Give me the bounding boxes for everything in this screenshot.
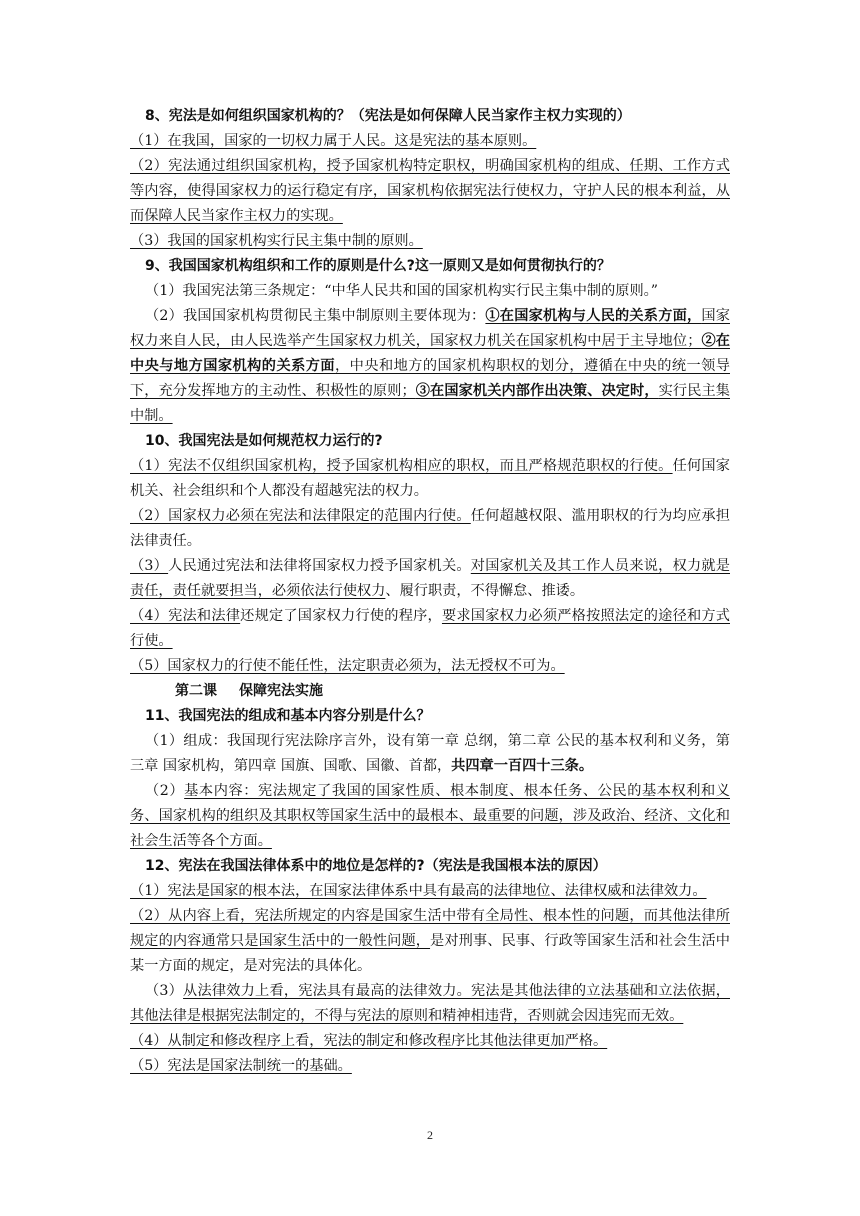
q10-point-4: （4）宪法和法律还规定了国家权力行使的程序，要求国家权力必须严格按照法定的途径和方式行使。 — [130, 608, 730, 649]
question-9-title: 9、我国国家机构组织和工作的原则是什么?这一原则又是如何贯彻执行的？ — [145, 258, 611, 274]
page-number: 2 — [427, 1128, 433, 1142]
q10-point-1: （1）宪法不仅组织国家机构，授予国家机构相应的职权，而且严格规范职权的行使。任何国家机关、社会组织和个人都没有超越宪法的权力。 — [130, 458, 730, 499]
lesson-heading: 第二课 保障宪法实施 — [175, 683, 323, 699]
q12-point-5: （5）宪法是国家法制统一的基础。 — [130, 1058, 352, 1074]
question-12-title: 12、宪法在我国法律体系中的地位是怎样的?（宪法是我国根本法的原因） — [145, 858, 607, 874]
q12-point-4: （4）从制定和修改程序上看，宪法的制定和修改程序比其他法律更加严格。 — [130, 1033, 608, 1049]
q9-point-1: （1）我国宪法第三条规定：“中华人民共和国的国家机构实行民主集中制的原则。” — [145, 283, 658, 299]
question-10-title: 10、我国宪法是如何规范权力运行的? — [145, 433, 383, 449]
q12-point-1: （1）宪法是国家的根本法，在国家法律体系中具有最高的法律地位、法律权威和法律效力。 — [130, 883, 707, 899]
q11-point-1: （1）组成：我国现行宪法除序言外，设有第一章 总纲，第二章 公民的基本权利和义务，第三章 国家机构，第四章 国旗、国歌、国徽、首都，共四章一百四十三条。 — [130, 733, 730, 774]
question-11-title: 11、我国宪法的组成和基本内容分别是什么？ — [145, 708, 431, 724]
q11-point-2: （2）基本内容：宪法规定了我国的国家性质、根本制度、根本任务、公民的基本权利和义务、国家机构的组织及其职权等国家生活中的最根本、最重要的问题，涉及政治、经济、文化和社会生活等各个方面。 — [130, 783, 730, 849]
question-8-title: 8、宪法是如何组织国家机构的？（宪法是如何保障人民当家作主权力实现的） — [145, 108, 631, 124]
q8-point-3: （3）我国的国家机构实行民主集中制的原则。 — [130, 233, 423, 249]
q8-point-1: （1）在我国，国家的一切权力属于人民。这是宪法的基本原则。 — [130, 133, 537, 149]
q10-point-5: （5）国家权力的行使不能任性，法定职责必须为，法无授权不可为。 — [130, 658, 565, 674]
q10-point-3: （3）人民通过宪法和法律将国家权力授予国家机关。对国家机关及其工作人员来说，权力就是责任，责任就要担当，必须依法行使权力、履行职责，不得懈怠、推诿。 — [130, 558, 730, 599]
q9-point-2: （2）我国国家机构贯彻民主集中制原则主要体现为：①在国家机构与人民的关系方面，国家权力来自人民，由人民选举产生国家权力机关，国家权力机关在国家机构中居于主导地位；②在中央与地方国家机构的关系方面，中央和地方的国家机构职权的划分，遵循在中央的统一领导下，充分发挥地方的主动性、积极性的原则；③在国家机关内部作出决策、决定时，实行民主集中制。 — [130, 308, 730, 424]
q10-point-2: （2）国家权力必须在宪法和法律限定的范围内行使。任何超越权限、滥用职权的行为均应承担法律责任。 — [130, 508, 730, 549]
document-page — [130, 104, 730, 1079]
q8-point-2: （2）宪法通过组织国家机构，授予国家机构特定职权，明确国家机构的组成、任期、工作方式等内容，使得国家权力的运行稳定有序，国家机构依据宪法行使权力，守护人民的根本利益，从而保障人民当家作主权力的实现。 — [130, 158, 730, 224]
q12-point-3: （3）从法律效力上看，宪法具有最高的法律效力。宪法是其他法律的立法基础和立法依据，其他法律是根据宪法制定的，不得与宪法的原则和精神相违背，否则就会因违宪而无效。 — [130, 983, 730, 1024]
q12-point-2: （2）从内容上看，宪法所规定的内容是国家生活中带有全局性、根本性的问题，而其他法律所规定的内容通常只是国家生活中的一般性问题，是对刑事、民事、行政等国家生活和社会生活中某一方面的规定，是对宪法的具体化。 — [130, 908, 730, 974]
